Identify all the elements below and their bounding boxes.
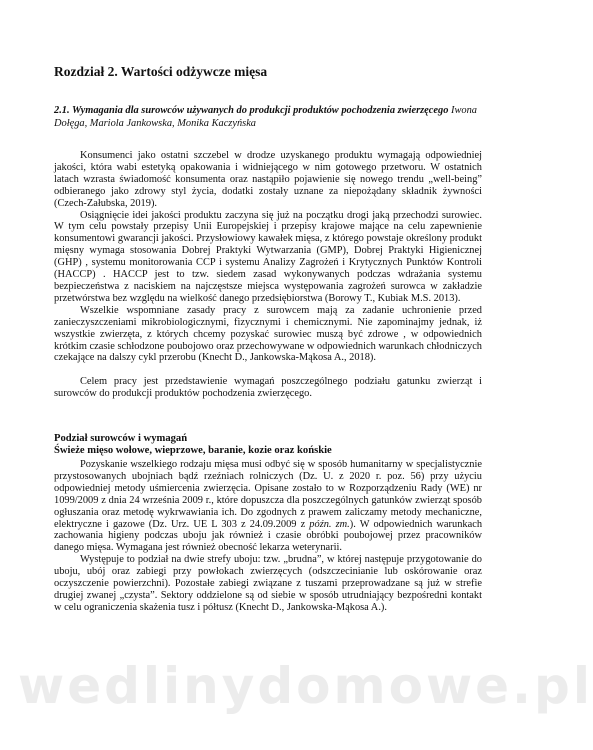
subsection-paragraph-1	[54, 459, 482, 554]
section-title: 2.1. Wymagania dla surowców używanych do produkcji produktów pochodzenia zwierzęcego	[54, 105, 449, 116]
subsection-body	[54, 459, 482, 614]
subsection-paragraph-2-text: Występuje to podział na dwie strefy uboju: tzw. „brudna”, w której następuje przygotowanie do uboju, ubój oraz zabiegi przy powłokach zwierzęcych (odszczecinianie lub oskórowanie oraz oczyszczenie powierzchni). Pozostałe zabiegi związane z tuszami przeprowadzane są już w strefie drugiej zwanej „czysta”. Sektory oddzielone są od siebie w sposób utrudniający bezpośredni kontakt w celu ograniczenia skażenia tusz i półtusz (Knecht D., Jankowska-Mąkosa A.).	[54, 554, 482, 613]
paragraph-3: Wszelkie wspomniane zasady pracy z surowcem mają za zadanie uchronienie przed zanieczyszczeniami mikrobiologicznymi, fizycznymi i chemicznymi. Nie zapominajmy jednak, iż wszystkie zwierzęta, z których chcemy pozyskać surowiec muszą być zdrowe , w odpowiednich krótkim czasie schłodzone poubojowo oraz przechowywane w odpowiednich warunkach chłodniczych czekające na dalszy cykl przerobu (Knecht D., Jankowska-Mąkosa A., 2018).	[54, 304, 482, 364]
intro-body	[54, 150, 482, 400]
paragraph-1: Konsumenci jako ostatni szczebel w drodze uzyskanego produktu wymagają odpowiedniej jakości, która wabi estetyką opakowania i widniejącego w nim gotowego przetworu. W ostatnich latach wzrasta świadomość konsumenta oraz nastąpiło pojawienie się nowego trendu „well-being” odbieranego jako zdrowy styl życia, dodatki zostały uznane za niepożądany składnik żywności (Czech-Załubska, 2019).	[54, 150, 482, 209]
subsection-paragraph-1-italic: późn. zm.	[309, 518, 350, 530]
subsection-paragraph-2	[54, 554, 482, 614]
watermark: wedlinydomowe.pl	[18, 657, 593, 715]
subsection-paragraph-1-tail: ). W odpowiednich warunkach zachowania higieny podczas uboju jak również i czasie obróbki poubojowej przez pracowników danego mięsa. Wymagana jest również obecność lekarza weterynarii.	[54, 518, 483, 554]
paragraph-2: Osiągnięcie idei jakości produktu zaczyna się już na początku drogi jaką przechodzi surowiec. W tym celu powstały przepisy Unii Europejskiej i przepisy krajowe mające na celu zapewnienie konsumentowi gwarancji jakości. Przysłowiowy kawałek mięsa, z którego powstaje określony produkt mięsny wymaga stosowania Dobrej Praktyki Wytwarzania (GMP), Dobrej Praktyki Higienicznej (GHP) , systemu monitorowania CCP i systemu Analizy Zagrożeń i Krytycznych Punktów Kontroli (HACCP) . HACCP jest to tzw. siedem zasad wykonywanych podczas wdrażania systemu bezpieczeństwa z naciskiem na najczęstsze miejsca występowania zagrożeń surowca w zakładzie przetwórstwa bez względu na wielkość danego przedsiębiorstwa (Borowy T., Kubiak M.S. 2013).	[54, 209, 482, 304]
subsection-paragraph-1-text: Pozyskanie wszelkiego rodzaju mięsa musi odbyć się w sposób humanitarny w specjalistycznie przystosowanych ubojniach bądź rzeźniach rolniczych (Dz. U. z 2020 r. poz. 56) przy użyciu odpowiedniej metody uśmiercenia zwierzęcia. Opisane zostało to w Rozporządzeniu Rady (WE) nr 1099/2009 z dnia 24 września 2009 r., które dopuszcza dla poszczególnych gatunków zwierząt sposób ogłuszania oraz metodę wykrwawiania ich. Do zgodnych z prawem zaliczamy metody mechaniczne, elektryczne i gazowe (Dz. Urz. UE L 303 z 24.09.2009 z	[54, 459, 482, 530]
chapter-title: Rozdział 2. Wartości odżywcze mięsa	[54, 64, 268, 79]
subsection-subheading: Świeże mięso wołowe, wieprzowe, baranie, kozie oraz końskie	[54, 445, 332, 456]
subsection-heading: Podział surowców i wymagań	[54, 433, 188, 444]
section-authors: Iwona Dołęga, Mariola Jankowska, Monika Kaczyńska	[54, 105, 477, 129]
paragraph-4: Celem pracy jest przedstawienie wymagań poszczególnego podziału gatunku zwierząt i surowców do produkcji produktów pochodzenia zwierzęcego.	[54, 376, 482, 400]
section-heading	[54, 104, 484, 130]
